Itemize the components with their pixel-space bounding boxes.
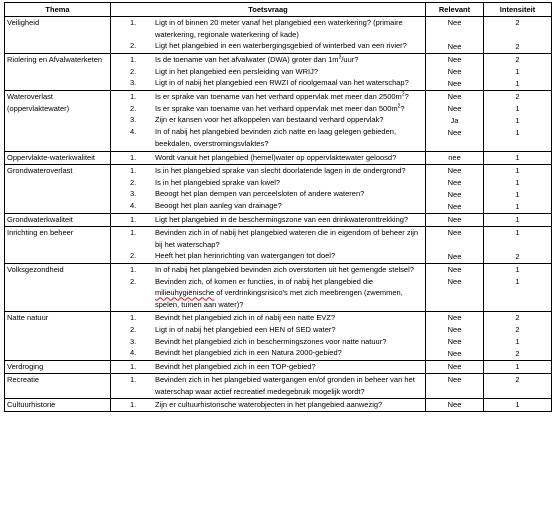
question-text: Bevindt het plangebied zich in of nabij een natte EVZ? — [155, 312, 336, 322]
question-number: 1. — [130, 214, 137, 224]
header-relevant: Relevant — [426, 3, 484, 17]
relevant-value: Nee — [447, 312, 462, 322]
question-text: Ligt in of binnen 20 meter vanaf het plangebied een waterkering? (primaire waterkering, regionale waterkering of kade) — [155, 17, 403, 39]
question-text: Bevindt het plangebied zich in een TOP-gebied? — [155, 361, 316, 371]
intensiteit-cell — [484, 360, 552, 373]
question-item — [113, 312, 423, 324]
question-number: 2. — [130, 324, 137, 334]
relevant-cell — [426, 164, 484, 213]
intensiteit-value: 1 — [515, 165, 520, 175]
thema-cell: Riolering en Afvalwaterketen — [5, 53, 111, 90]
question-text: Ligt het plangebied in een waterbergingsgebied of winterbed van een rivier? — [155, 41, 407, 51]
relevant-value: Nee — [447, 189, 462, 199]
question-text: /uur? — [341, 54, 359, 64]
intensiteit-value: 2 — [515, 324, 520, 334]
thema-cell: Natte natuur — [5, 311, 111, 360]
question-item — [113, 264, 423, 276]
relevant-cell — [426, 311, 484, 360]
toetsvraag-cell — [111, 90, 426, 151]
question-text: Bevinden zich in het plangebied watergangen en/of gronden in beheer van het waterschap waar actief recreatief medegebruik mogelijk wordt? — [155, 374, 415, 396]
relevant-value: Nee — [447, 78, 462, 88]
relevant-value: Nee — [447, 251, 462, 261]
intensiteit-cell — [484, 311, 552, 360]
table-row — [5, 311, 552, 360]
question-number: 3. — [130, 78, 137, 88]
relevant-cell — [426, 90, 484, 151]
intensiteit-value: 2 — [515, 251, 520, 261]
question-number: 2. — [130, 177, 137, 187]
table-row — [5, 151, 552, 164]
relevant-value: Nee — [447, 201, 462, 211]
question-text: Zijn er kansen voor het afkoppelen van bestaand verhard oppervlak? — [155, 115, 384, 125]
table-row — [5, 398, 552, 411]
relevant-value: Nee — [447, 361, 462, 371]
intensiteit-value: 1 — [515, 264, 520, 274]
question-item — [113, 165, 423, 177]
relevant-value: Nee — [447, 17, 462, 27]
relevant-value: Nee — [447, 214, 462, 224]
question-item — [113, 114, 423, 126]
thema-cell: Volksgezondheid — [5, 263, 111, 311]
relevant-value: Nee — [447, 41, 462, 51]
relevant-value: Ja — [450, 115, 459, 125]
question-number: 1. — [130, 374, 137, 384]
intensiteit-value: 1 — [515, 115, 520, 125]
intensiteit-value: 2 — [515, 312, 520, 322]
question-number: 2. — [130, 41, 137, 51]
relevant-cell — [426, 213, 484, 226]
question-number: 3. — [130, 336, 137, 346]
unit-superscript: 3 — [338, 54, 342, 61]
relevant-value: Nee — [447, 165, 462, 175]
relevant-cell — [426, 263, 484, 311]
toetsvraag-cell — [111, 164, 426, 213]
question-number: 2. — [130, 251, 137, 261]
header-thema: Thema — [5, 3, 111, 17]
table-row — [5, 53, 552, 90]
toetsvraag-cell — [111, 373, 426, 398]
spellcheck-marked-word: milieuhygiënische — [155, 288, 215, 298]
question-text: Wordt vanuit het plangebied (hemel)water op oppervlaktewater geloosd? — [155, 152, 397, 162]
toetsvraag-cell — [111, 16, 426, 53]
question-item — [113, 399, 423, 411]
question-text: Bevinden zich, of komen er functies, in of nabij het plangebied die — [155, 276, 374, 286]
intensiteit-cell — [484, 213, 552, 226]
relevant-value: Nee — [447, 276, 462, 286]
question-number: 1. — [130, 152, 137, 162]
question-item — [113, 177, 423, 189]
thema-cell: Grondwaterkwaliteit — [5, 213, 111, 226]
table-row — [5, 213, 552, 226]
intensiteit-cell — [484, 263, 552, 311]
relevant-cell — [426, 226, 484, 263]
relevant-value: Nee — [447, 324, 462, 334]
question-item — [113, 91, 423, 103]
question-number: 4. — [130, 201, 137, 211]
question-item — [113, 276, 423, 311]
intensiteit-value: 2 — [515, 17, 520, 27]
question-item — [113, 324, 423, 336]
question-item — [113, 77, 423, 89]
intensiteit-cell — [484, 16, 552, 53]
table-body — [5, 16, 552, 411]
question-item — [113, 17, 423, 41]
question-item — [113, 188, 423, 200]
question-text: Ligt in het plangebied een persleiding van WRIJ? — [155, 66, 319, 76]
relevant-value: Nee — [447, 177, 462, 187]
intensiteit-value: 1 — [515, 361, 520, 371]
relevant-value: Nee — [447, 374, 462, 384]
toetsvraag-cell — [111, 53, 426, 90]
question-number: 3. — [130, 115, 137, 125]
unit-superscript: 2 — [397, 103, 401, 110]
header-toetsvraag: Toetsvraag — [111, 3, 426, 17]
question-text: Is de toename van het afvalwater (DWA) groter dan 1m — [155, 54, 339, 64]
thema-cell: Veiligheid — [5, 16, 111, 53]
intensiteit-value: 1 — [515, 276, 520, 286]
question-number: 1. — [130, 165, 137, 175]
question-number: 4. — [130, 127, 137, 137]
intensiteit-value: 1 — [515, 177, 520, 187]
intensiteit-value: 1 — [515, 66, 520, 76]
relevant-value: Nee — [447, 66, 462, 76]
relevant-cell — [426, 373, 484, 398]
question-item — [113, 66, 423, 78]
intensiteit-value: 2 — [515, 41, 520, 51]
question-number: 1. — [130, 312, 137, 322]
intensiteit-cell — [484, 226, 552, 263]
relevant-cell — [426, 398, 484, 411]
question-item — [113, 126, 423, 150]
table-row — [5, 90, 552, 151]
relevant-value: Nee — [447, 103, 462, 113]
intensiteit-value: 1 — [515, 201, 520, 211]
water-test-document — [4, 2, 551, 412]
header-intensiteit: Intensiteit — [484, 3, 552, 17]
intensiteit-value: 1 — [515, 189, 520, 199]
question-item — [113, 336, 423, 348]
relevant-value: Nee — [447, 399, 462, 409]
question-text: Zijn er cultuurhistorische waterobjecten in het plangebied aanwezig? — [155, 399, 383, 409]
question-text: Beoogt het plan aanleg van drainage? — [155, 201, 282, 211]
intensiteit-value: 1 — [515, 399, 520, 409]
question-number: 1. — [130, 54, 137, 64]
question-item — [113, 40, 423, 52]
question-item — [113, 227, 423, 251]
toetsvraag-cell — [111, 263, 426, 311]
relevant-cell — [426, 16, 484, 53]
question-number: 2. — [130, 103, 137, 113]
unit-superscript: 2 — [401, 91, 405, 98]
question-item — [113, 347, 423, 359]
question-number: 1. — [130, 91, 137, 101]
intensiteit-value: 2 — [515, 348, 520, 358]
relevant-cell — [426, 151, 484, 164]
thema-cell: Verdroging — [5, 360, 111, 373]
question-text: Bevindt het plangebied zich in een Natura 2000-gebied? — [155, 348, 342, 358]
question-text: Heeft het plan herinrichting van watergangen tot doel? — [155, 251, 336, 261]
question-item — [113, 374, 423, 398]
toetsvraag-cell — [111, 398, 426, 411]
thema-cell: Cultuurhistorie — [5, 398, 111, 411]
table-row — [5, 373, 552, 398]
intensiteit-cell — [484, 151, 552, 164]
table-row — [5, 360, 552, 373]
relevant-value: Nee — [447, 127, 462, 137]
question-number: 1. — [130, 399, 137, 409]
question-text: Is in het plangebied sprake van slecht doorlatende lagen in de ondergrond? — [155, 165, 406, 175]
relevant-value: Nee — [447, 54, 462, 64]
question-item — [113, 54, 423, 66]
question-item — [113, 214, 423, 226]
question-text: Ligt het plangebied in de beschermingszone van een drinkwateronttrekking? — [155, 214, 409, 224]
toetsvraag-cell — [111, 226, 426, 263]
relevant-cell — [426, 360, 484, 373]
toetsvraag-cell — [111, 151, 426, 164]
question-number: 1. — [130, 17, 137, 27]
intensiteit-cell — [484, 53, 552, 90]
question-text: Beoogt het plan dempen van perceelsloten of andere wateren? — [155, 189, 365, 199]
question-number: 2. — [130, 276, 137, 286]
question-number: 2. — [130, 66, 137, 76]
question-text: ? — [400, 103, 405, 113]
watertoets-table — [4, 2, 552, 412]
question-text: of verdrinkingsrisico's met zich meebrengen (zwemmen, spelen, tuinen aan water)? — [155, 288, 403, 310]
intensiteit-value: 2 — [515, 91, 520, 101]
question-text: Is er sprake van toename van het verhard oppervlak met meer dan 2500m — [155, 91, 402, 101]
thema-cell: Oppervlakte-waterkwaliteit — [5, 151, 111, 164]
question-number: 4. — [130, 348, 137, 358]
question-text: In of nabij het plangebied bevinden zich natte en laag gelegen gebieden, beekdalen, overstromingsvlaktes? — [155, 127, 397, 148]
relevant-value: Nee — [447, 264, 462, 274]
intensiteit-value: 1 — [515, 103, 520, 113]
question-item — [113, 200, 423, 212]
question-item — [113, 361, 423, 373]
thema-cell: Wateroverlast (oppervlaktewater) — [5, 90, 111, 151]
table-row — [5, 16, 552, 53]
intensiteit-value: 2 — [515, 54, 520, 64]
intensiteit-value: 1 — [515, 336, 520, 346]
intensiteit-value: 1 — [515, 152, 520, 162]
question-number: 1. — [130, 227, 137, 237]
question-number: 3. — [130, 189, 137, 199]
intensiteit-cell — [484, 373, 552, 398]
question-text: Is er sprake van toename van het verhard oppervlak met meer dan 500m — [155, 103, 398, 113]
intensiteit-value: 1 — [515, 78, 520, 88]
intensiteit-cell — [484, 398, 552, 411]
question-text: Bevinden zich in of nabij het plangebied wateren die in eigendom of beheer zijn bij het waterschap? — [155, 227, 419, 249]
intensiteit-cell — [484, 90, 552, 151]
relevant-cell — [426, 53, 484, 90]
intensiteit-value: 2 — [515, 374, 520, 384]
header-row — [5, 3, 552, 17]
question-text: ? — [404, 91, 409, 101]
intensiteit-value: 1 — [515, 127, 520, 137]
question-text: In of nabij het plangebied bevinden zich overstorten uit het gemengde stelsel? — [155, 264, 414, 274]
relevant-value: Nee — [447, 336, 462, 346]
question-item — [113, 103, 423, 115]
intensiteit-value: 1 — [515, 227, 520, 237]
relevant-value: Nee — [447, 348, 462, 358]
question-item — [113, 250, 423, 262]
question-text: Ligt in of nabij het plangebied een HEN of SED water? — [155, 324, 336, 334]
table-row — [5, 226, 552, 263]
toetsvraag-cell — [111, 213, 426, 226]
question-text: Ligt in of nabij het plangebied een RWZI of rioolgemaal van het waterschap? — [155, 78, 409, 88]
table-row — [5, 263, 552, 311]
thema-cell: Grondwateroverlast — [5, 164, 111, 213]
toetsvraag-cell — [111, 360, 426, 373]
intensiteit-cell — [484, 164, 552, 213]
thema-cell: Inrichting en beheer — [5, 226, 111, 263]
table-row — [5, 164, 552, 213]
relevant-value: nee — [448, 152, 461, 162]
question-text: Is in het plangebied sprake van kwel? — [155, 177, 281, 187]
intensiteit-value: 1 — [515, 214, 520, 224]
relevant-value: Nee — [447, 227, 462, 237]
question-number: 1. — [130, 264, 137, 274]
thema-cell: Recreatie — [5, 373, 111, 398]
toetsvraag-cell — [111, 311, 426, 360]
question-number: 1. — [130, 361, 137, 371]
question-text: Bevindt het plangebied zich in beschermingszones voor natte natuur? — [155, 336, 387, 346]
question-item — [113, 152, 423, 164]
relevant-value: Nee — [447, 91, 462, 101]
